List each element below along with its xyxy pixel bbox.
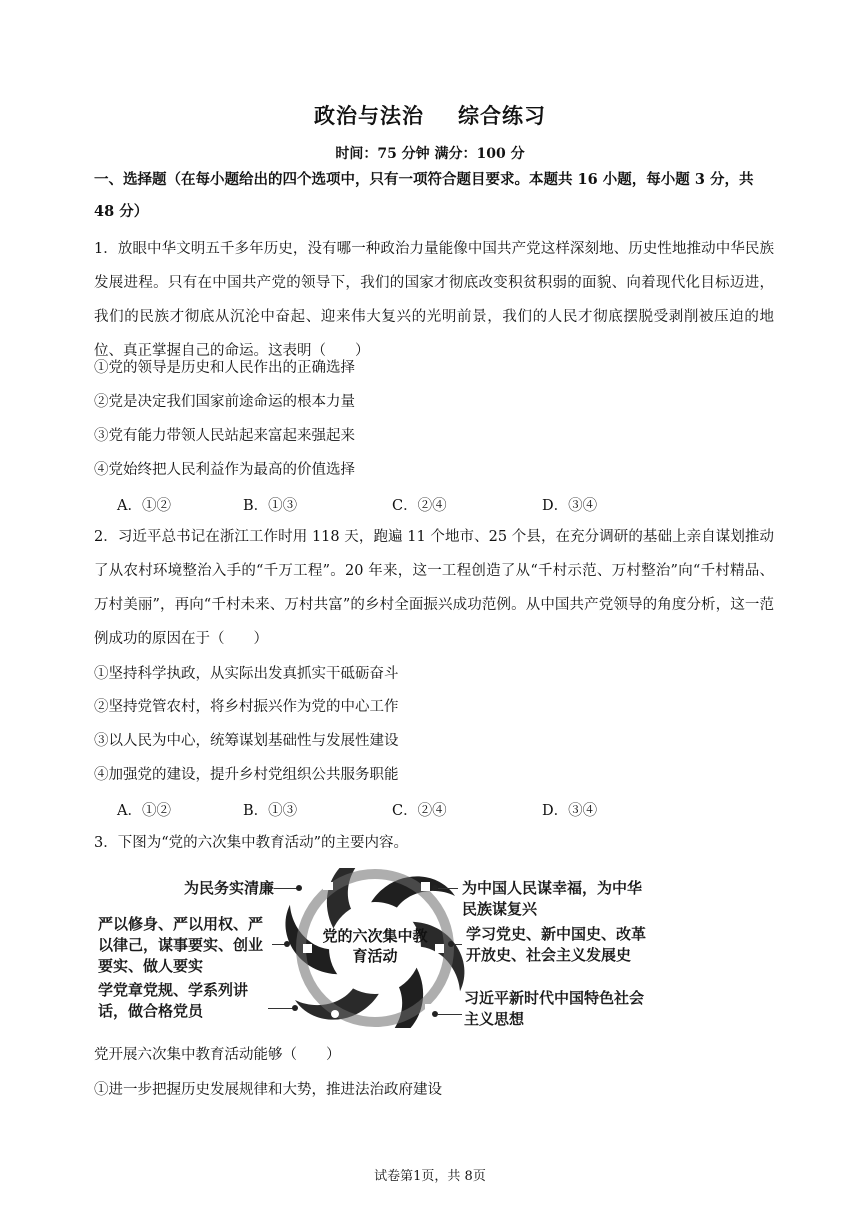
q1-option-a[interactable]: A．①② [117,498,171,514]
location-icon [331,1010,339,1018]
figure-label-2: 严以修身、严以用权、严以律己，谋事要实、创业要实、做人要实 [98,915,264,975]
question-1-stem: 1．放眼中华文明五千多年历史，没有哪一种政治力量能像中国共产党这样深刻地、历史性地推动中华民族发展进程。只有在中国共产党的领导下，我们的国家才彻底改变积贫积弱的面貌、向着现代化目标迈进，我们的民族才彻底从沉沦中奋起、迎来伟大复兴的光明前景，我们的人民才彻底摆脱受剥削被压迫的地位、真正掌握自己的命运。这表明（ ） [94,241,774,359]
leader-line-3 [268,1008,294,1009]
q1-item-4: ④党始终把人民利益作为最高的价值选择 [94,462,355,478]
exam-time-score: 时间：75 分钟 满分：100 分 [335,146,525,162]
person-icon [303,944,312,953]
doc-icon [323,882,333,890]
page-title [0,100,860,130]
leader-line-1 [274,888,298,889]
section-heading: 一、选择题（在每小题给出的四个选项中，只有一项符合题目要求。本题共 16 小题，每小题 3 分，共 48 分） [94,171,754,220]
book-icon [435,944,444,953]
question-3-prompt: 党开展六次集中教育活动能够（ ） [94,1047,341,1063]
leader-line-5 [454,944,462,945]
q2-option-b[interactable]: B．①③ [243,803,298,819]
q1-option-c[interactable]: C．②④ [392,498,447,514]
education-activities-figure [94,868,654,1028]
q2-option-d[interactable]: D．③④ [542,803,598,819]
q2-item-4: ④加强党的建设，提升乡村党组织公共服务职能 [94,767,399,783]
figure-label-4: 为中国人民谋幸福，为中华民族谋复兴 [462,879,643,918]
figure-label-6: 习近平新时代中国特色社会主义思想 [464,989,645,1028]
figure-label-1: 为民务实清廉 [183,879,274,897]
leader-dot-2 [284,941,290,947]
q1-option-d[interactable]: D．③④ [542,498,598,514]
figure-label-5: 学习党史、新中国史、改革开放史、社会主义发展史 [466,925,647,964]
title-right: 综合练习 [458,103,546,128]
leader-line-4 [438,888,458,889]
q2-item-2: ②坚持党管农村，将乡村振兴作为党的中心工作 [94,699,399,715]
badge-icon [421,882,430,891]
q1-option-b[interactable]: B．①③ [243,498,298,514]
leader-line-6 [438,1014,462,1015]
q3-item-1: ①进一步把握历史发展规律和大势，推进法治政府建设 [94,1082,442,1098]
q1-item-2: ②党是决定我们国家前途命运的根本力量 [94,394,355,410]
q2-option-c[interactable]: C．②④ [392,803,447,819]
q2-item-3: ③以人民为中心，统筹谋划基础性与发展性建设 [94,733,399,749]
title-left: 政治与法治 [314,103,424,128]
leader-dot-3 [292,1005,298,1011]
q2-item-1: ①坚持科学执政，从实际出发真抓实干砥砺奋斗 [94,666,399,682]
figure-center-label: 党的六次集中教育活动 [322,927,428,965]
q1-item-3: ③党有能力带领人民站起来富起来强起来 [94,428,355,444]
page-footer: 试卷第1页，共 8页 [374,1169,486,1184]
figure-label-3: 学党章党规、学系列讲话，做合格党员 [98,981,249,1020]
question-2-stem: 2．习近平总书记在浙江工作时用 118 天，跑遍 11 个地市、25 个县，在充分调研的基础上亲自谋划推动了从农村环境整治入手的“千万工程”。20 年来，这一工程创造了从“千村示范、万村整治”向“千村精品、万村美丽”，再向“千村未来、万村共富”的乡村全面振兴成功范例。从中国共产党领导的角度分析，这一范例成功的原因在于（ ） [94,529,774,647]
q2-option-a[interactable]: A．①② [117,803,171,819]
q1-item-1: ①党的领导是历史和人民作出的正确选择 [94,360,355,376]
question-3-stem: 3．下图为“党的六次集中教育活动”的主要内容。 [94,835,409,851]
leader-dot-1 [296,885,302,891]
